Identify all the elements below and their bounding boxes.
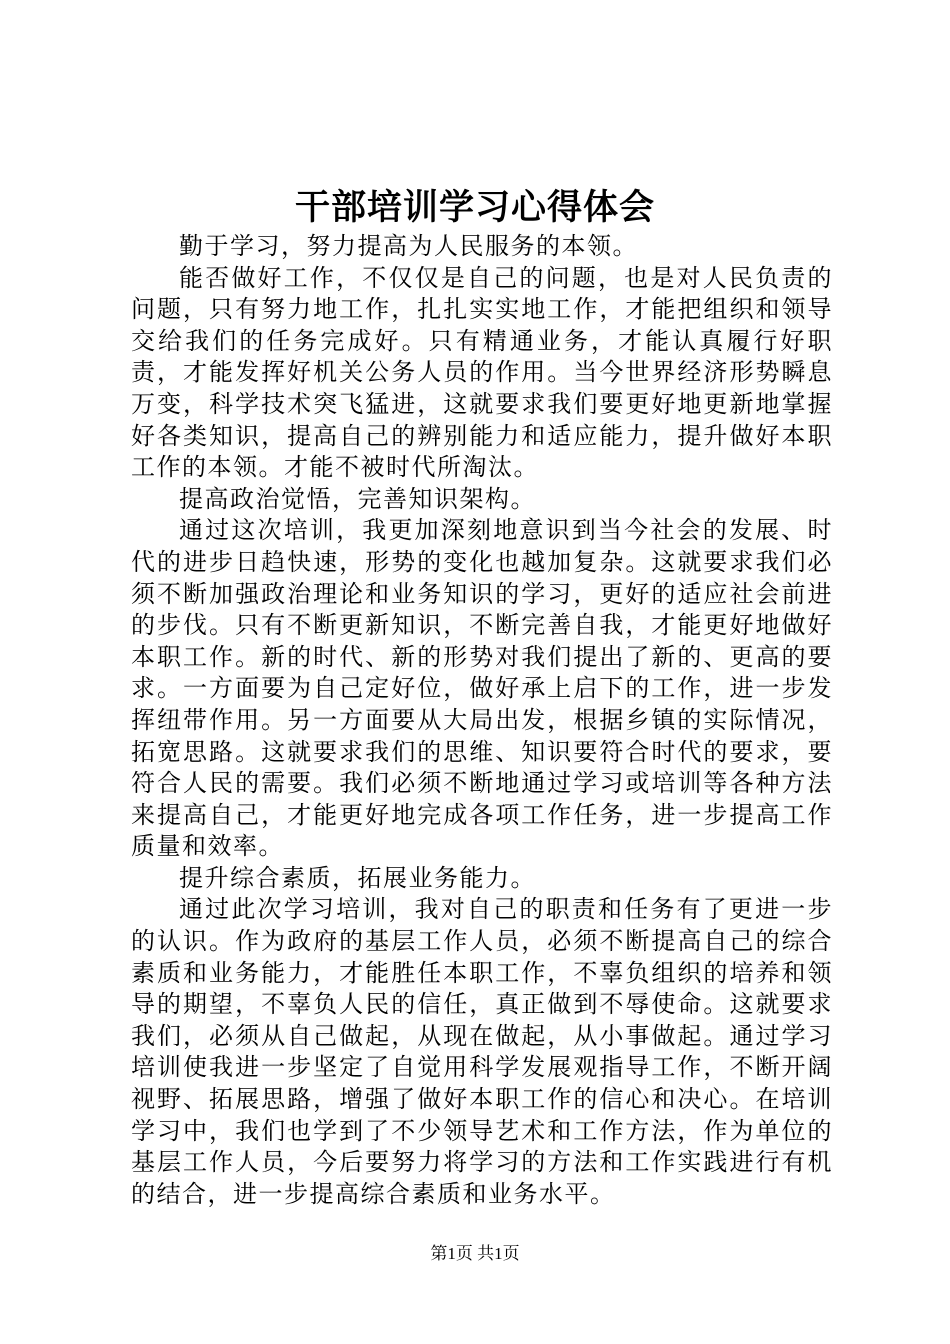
section-heading: 提高政治觉悟，完善知识架构。 [179,484,536,513]
page-number-footer: 第1页 共1页 [430,1244,520,1263]
body-paragraph: 通过这次培训，我更加深刻地意识到当今社会的发展、时代的进步日趋快速，形势的变化也越加复杂。这就要求我们必须不断加强政治理论和业务知识的学习，更好的适应社会前进的步伐。只有不断更新知识，不断完善自我，才能更好地做好本职工作。新的时代、新的形势对我们提出了新的、更高的要求。一方面要为自己定好位，做好承上启下的工作，进一步发挥纽带作用。另一方面要从大局出发，根据乡镇的实际情况，拓宽思路。这就要求我们的思维、知识要符合时代的要求，要符合人民的需要。我们必须不断地通过学习或培训等各种方法来提高自己，才能更好地完成各项工作任务，进一步提高工作质量和效率。 [131,516,833,861]
body-paragraph: 通过此次学习培训，我对自己的职责和任务有了更进一步的认识。作为政府的基层工作人员，必须不断提高自己的综合素质和业务能力，才能胜任本职工作，不辜负组织的培养和领导的期望，不辜负人民的信任，真正做到不辱使命。这就要求我们，必须从自己做起，从现在做起，从小事做起。通过学习培训使我进一步坚定了自觉用科学发展观指导工作，不断开阔视野、拓展思路，增强了做好本职工作的信心和决心。在培训学习中，我们也学到了不少领导艺术和工作方法，作为单位的基层工作人员，今后要努力将学习的方法和工作实践进行有机的结合，进一步提高综合素质和业务水平。 [131,895,833,1208]
section-heading: 提升综合素质，拓展业务能力。 [179,863,536,892]
document-title: 干部培训学习心得体会 [294,187,655,228]
section-heading: 勤于学习，努力提高为人民服务的本领。 [179,232,638,260]
document-body [131,231,833,1210]
body-paragraph: 能否做好工作，不仅仅是自己的问题，也是对人民负责的问题，只有努力地工作，扎扎实实地工作，才能把组织和领导交给我们的任务完成好。只有精通业务，才能认真履行好职责，才能发挥好机关公务人员的作用。当今世界经济形势瞬息万变，科学技术突飞猛进，这就要求我们要更好地更新地掌握好各类知识，提高自己的辨别能力和适应能力，提升做好本职工作的本领。才能不被时代所淘汰。 [131,263,833,482]
